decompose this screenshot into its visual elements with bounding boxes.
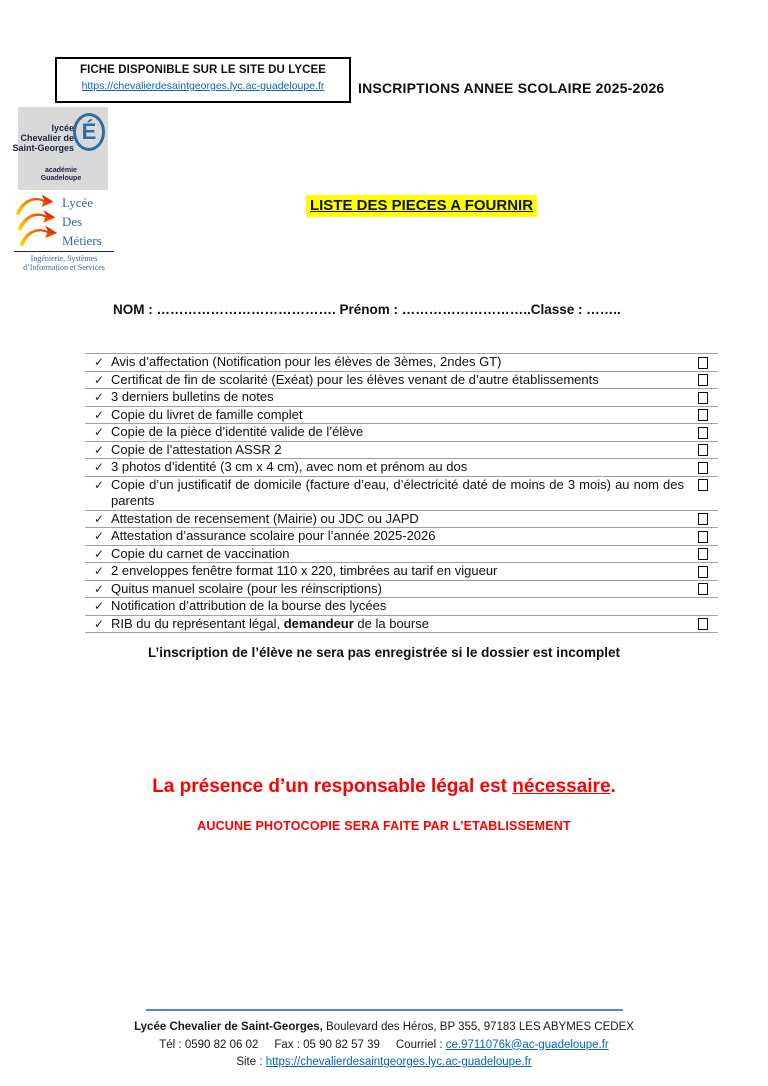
- checkmark-icon: ✓: [94, 546, 105, 561]
- rib-label-suffix: de la bourse: [353, 615, 429, 631]
- no-photocopy-notice: AUCUNE PHOTOCOPIE SERA FAITE PAR L’ETABLISSEMENT: [197, 819, 571, 833]
- footer-site-link[interactable]: https://chevalierdesaintgeorges.lyc.ac-guadeloupe.fr: [265, 1056, 532, 1068]
- footer-site-line: [0, 1054, 768, 1072]
- empty-checkbox-icon: [698, 357, 708, 369]
- empty-checkbox-icon: [698, 444, 708, 456]
- checklist-item-label: Attestation d’assurance scolaire pour l’année 2025-2026: [111, 528, 436, 543]
- checklist-row: [85, 616, 718, 634]
- footer-courriel-label: Courriel :: [395, 1038, 446, 1051]
- checklist-row: [85, 354, 718, 372]
- metiers-sub-line1: Ingénierie, Systèmes: [30, 254, 98, 263]
- page-title: INSCRIPTIONS ANNEE SCOLAIRE 2025-2026: [358, 80, 665, 96]
- empty-checkbox-icon: [698, 531, 708, 543]
- footer-tel: Tél : 0590 82 06 02: [159, 1038, 259, 1051]
- checklist-item-label: [111, 616, 688, 633]
- checkmark-icon: ✓: [94, 460, 105, 474]
- checklist-item-label: Copie du carnet de vaccination: [111, 545, 290, 561]
- checklist-row: [85, 372, 718, 390]
- list-title-wrapper: [75, 197, 768, 215]
- empty-checkbox-icon: [698, 566, 708, 578]
- lycee-des-metiers-swoosh-icon: [14, 192, 58, 250]
- legal-guardian-notice: [0, 776, 768, 798]
- checklist-row: [85, 563, 718, 581]
- footer-address: Boulevard des Héros, BP 355, 97183 LES ABYMES CEDEX: [322, 1021, 634, 1033]
- rib-label-bold: demandeur: [283, 615, 354, 631]
- footer-fax: Fax : 05 90 82 57 39: [274, 1038, 380, 1051]
- legal-guardian-notice-prefix: La présence d’un responsable légal est: [152, 776, 513, 797]
- footer-divider: [146, 1009, 623, 1011]
- checkmark-icon: ✓: [94, 511, 105, 526]
- checklist-row: [85, 389, 718, 407]
- checklist-item-label: Copie d’un justificatif de domicile (facture d’eau, d’électricité daté de moins de 3 mois) au nom des parents: [111, 476, 684, 508]
- site-notice-link[interactable]: https://chevalierdesaintgeorges.lyc.ac-guadeloupe.fr: [81, 80, 325, 92]
- checklist-item-label: 3 derniers bulletins de notes: [111, 389, 274, 404]
- checklist-item-label: Attestation de recensement (Mairie) ou JDC ou JAPD: [111, 510, 419, 526]
- lycee-des-metiers-subtext: [14, 251, 114, 272]
- checklist-row: [85, 477, 718, 511]
- empty-checkbox-icon: [698, 583, 708, 595]
- checklist-item-label: Certificat de fin de scolarité (Exéat) pour les élèves venant de d’autre établissements: [111, 371, 599, 387]
- checklist-item-label: Notification d’attribution de la bourse des lycées: [111, 598, 387, 613]
- checklist-item-label: Copie de la pièce d’identité valide de l’élève: [111, 424, 364, 439]
- empty-checkbox-icon: [698, 427, 708, 439]
- checklist-item-label: Quitus manuel scolaire (pour les réinscriptions): [111, 580, 382, 596]
- checklist-item-label: 2 enveloppes fenêtre format 110 x 220, timbrées au tarif en vigueur: [111, 563, 498, 578]
- checkmark-icon: ✓: [94, 477, 105, 492]
- footer-school-name: Lycée Chevalier de Saint-Georges,: [134, 1021, 323, 1033]
- empty-checkbox-icon: [698, 548, 708, 560]
- name-line: NOM : …………………………………. Prénom : ………………………..Classe : ……..: [113, 302, 621, 317]
- empty-checkbox-icon: [698, 462, 708, 474]
- legal-guardian-notice-underline: nécessaire: [512, 776, 611, 797]
- academie-e-circle-icon: É: [73, 113, 105, 151]
- empty-checkbox-icon: [698, 513, 708, 525]
- footer: [0, 1009, 768, 1072]
- checkmark-icon: ✓: [94, 425, 105, 439]
- checklist-row: [85, 407, 718, 425]
- incomplete-warning: L’inscription de l’élève ne sera pas enregistrée si le dossier est incomplet: [148, 645, 620, 660]
- checklist-row: [85, 442, 718, 460]
- academie-logo: [12, 107, 108, 190]
- checklist-row: [85, 528, 718, 546]
- documents-checklist: [85, 353, 718, 633]
- checklist-row: [85, 598, 718, 616]
- checklist-item-label: 3 photos d’identité (3 cm x 4 cm), avec nom et prénom au dos: [111, 459, 468, 474]
- academie-logo-subtext: [32, 167, 90, 183]
- footer-address-line: [0, 1019, 768, 1037]
- checklist-row: [85, 424, 718, 442]
- checkmark-icon: ✓: [94, 581, 105, 596]
- metiers-sub-line2: d’Information et Services: [23, 263, 105, 272]
- metiers-line2: Des: [62, 214, 83, 229]
- checklist-item-label: Copie de l’attestation ASSR 2: [111, 441, 282, 457]
- checkmark-icon: ✓: [94, 372, 105, 387]
- academie-logo-text: [12, 123, 74, 153]
- empty-checkbox-icon: [698, 409, 708, 421]
- empty-checkbox-icon: [698, 374, 708, 386]
- empty-checkbox-icon: [698, 479, 708, 491]
- footer-email-link[interactable]: ce.9711076k@ac-guadeloupe.fr: [445, 1038, 609, 1051]
- checklist-row: [85, 546, 718, 564]
- site-notice-title: FICHE DISPONIBLE SUR LE SITE DU LYCEE: [79, 64, 327, 76]
- legal-guardian-notice-suffix: .: [610, 776, 616, 797]
- academie-logo-line1: lycée: [51, 123, 74, 133]
- academie-sub-line1: académie: [45, 167, 77, 174]
- checkmark-icon: ✓: [94, 355, 105, 369]
- checkmark-icon: ✓: [94, 564, 105, 578]
- checklist-row: [85, 459, 718, 477]
- checkmark-icon: ✓: [94, 599, 105, 613]
- site-notice-box: [55, 57, 351, 103]
- list-title: LISTE DES PIECES A FOURNIR: [306, 195, 537, 217]
- footer-contact-line: [0, 1037, 768, 1055]
- empty-checkbox-icon: [698, 618, 708, 630]
- footer-site-label: Site :: [236, 1056, 266, 1068]
- empty-checkbox-icon: [698, 392, 708, 404]
- academie-logo-line2: Chevalier de: [20, 133, 74, 143]
- checklist-row: [85, 511, 718, 529]
- checkmark-icon: ✓: [94, 442, 105, 457]
- rib-label-prefix: RIB du du représentant légal,: [111, 615, 284, 631]
- checklist-row: [85, 581, 718, 599]
- academie-logo-line3: Saint-Georges: [12, 143, 74, 153]
- checkmark-icon: ✓: [94, 616, 105, 631]
- checkmark-icon: ✓: [94, 407, 105, 422]
- checklist-item-label: Copie du livret de famille complet: [111, 406, 303, 422]
- checklist-item-label: Avis d’affectation (Notification pour les élèves de 3èmes, 2ndes GT): [111, 354, 502, 369]
- metiers-line3: Métiers: [62, 233, 102, 248]
- checkmark-icon: ✓: [94, 529, 105, 543]
- metiers-line1: Lycée: [62, 195, 94, 210]
- academie-sub-line2: Guadeloupe: [40, 175, 82, 182]
- checkmark-icon: ✓: [94, 390, 105, 404]
